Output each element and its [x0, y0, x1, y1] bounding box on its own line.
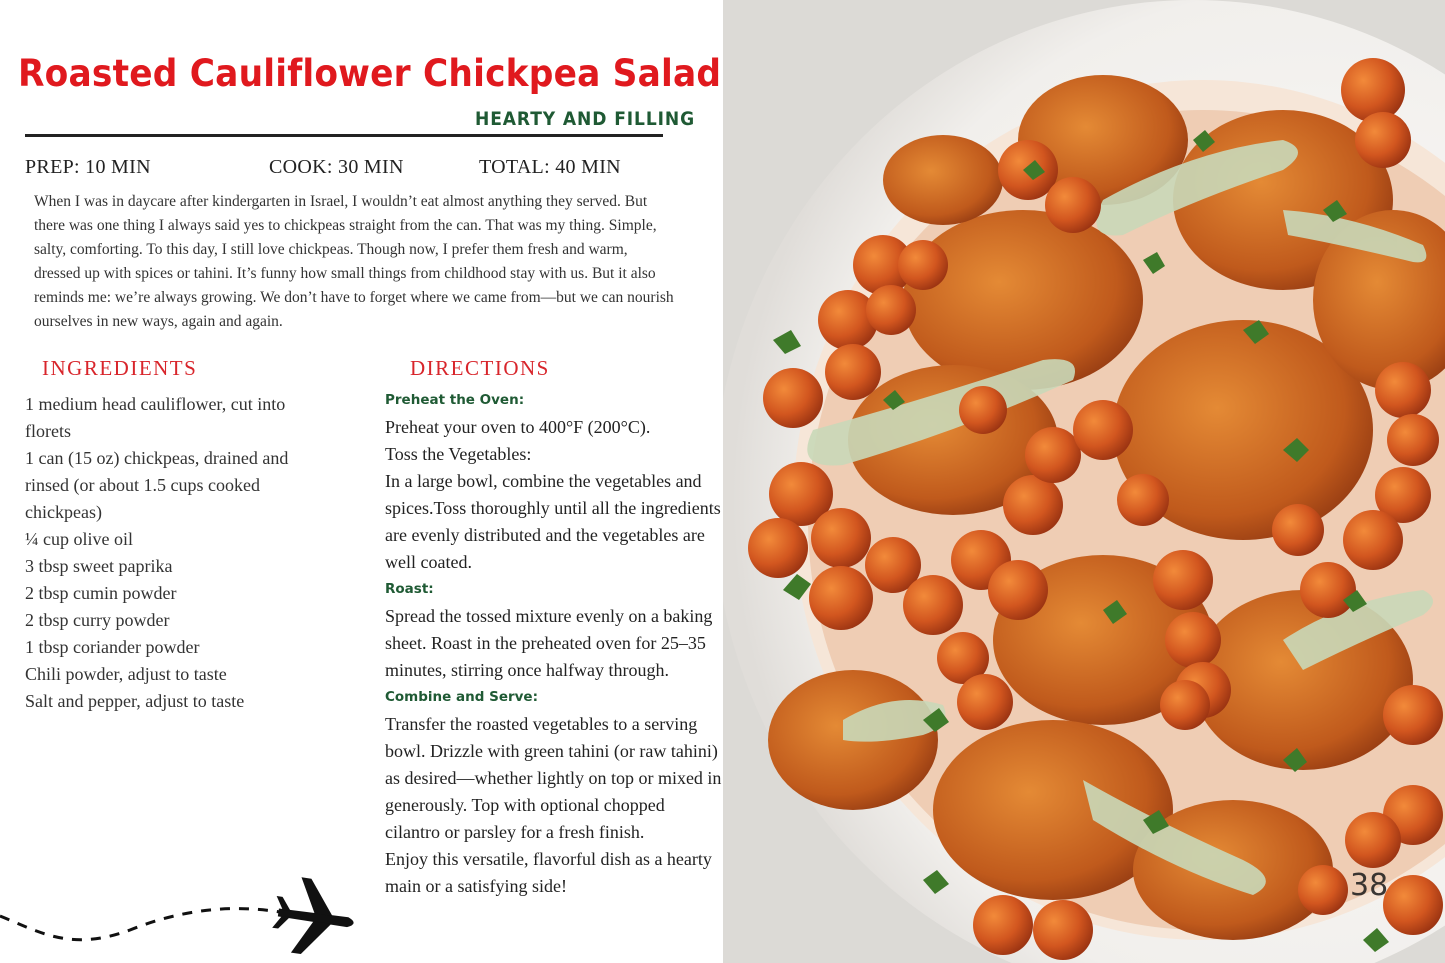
- ingredient-item: 1 tbsp coriander powder: [25, 637, 200, 657]
- ingredient-item: 2 tbsp cumin powder: [25, 583, 177, 603]
- ingredient-item: 2 tbsp curry powder: [25, 610, 170, 630]
- directions-list: [385, 387, 723, 900]
- ingredient-item: 1 can (15 oz) chickpeas, drained and rinsed (or about 1.5 cups cooked chickpeas): [25, 448, 289, 522]
- ingredient-item: 1 medium head cauliflower, cut into florets: [25, 394, 286, 441]
- step-text: Preheat your oven to 400°F (200°C).: [385, 417, 651, 437]
- ingredient-item: ¼ cup olive oil: [25, 529, 133, 549]
- title-divider: [25, 134, 663, 137]
- total-time: TOTAL: 40 MIN: [479, 156, 621, 178]
- cook-time: COOK: 30 MIN: [269, 156, 404, 178]
- ingredient-item: Chili powder, adjust to taste: [25, 664, 227, 684]
- prep-time: PREP: 10 MIN: [25, 156, 151, 178]
- closing-text: Enjoy this versatile, flavorful dish as a hearty main or a satisfying side!: [385, 849, 712, 896]
- page-number: 38: [1350, 868, 1389, 903]
- recipe-subtitle: HEARTY AND FILLING: [475, 108, 696, 130]
- step-title: Toss the Vegetables:: [385, 444, 532, 464]
- ingredient-item: Salt and pepper, adjust to taste: [25, 691, 245, 711]
- recipe-intro: When I was in daycare after kindergarten in Israel, I wouldn’t eat almost anything they served. But there was one thing I always said yes to chickpeas straight from the can. That was my thing. Simple, salty, comforting. To this day, I still love chickpeas. Though now, I prefer them fresh and warm, dressed up with spices or tahini. It’s funny how small things from childhood stay with us. But it also reminds me: we’re always growing. We don’t have to forget where we came from—but we can nourish ourselves in new ways, again and again.: [34, 193, 674, 330]
- ingredient-item: 3 tbsp sweet paprika: [25, 556, 173, 576]
- step-text: Spread the tossed mixture evenly on a baking sheet. Roast in the preheated oven for 25–35 minutes, stirring once halfway through.: [385, 606, 713, 680]
- step-text: Transfer the roasted vegetables to a serving bowl. Drizzle with green tahini (or raw tahini) as desired—whether lightly on top or mixed in generously. Top with optional chopped cilantro or parsley for a fresh finish.: [385, 714, 722, 842]
- ingredients-heading: INGREDIENTS: [42, 356, 198, 380]
- step-title: Combine and Serve:: [385, 689, 538, 705]
- ingredients-list: [25, 391, 325, 715]
- step-title: Preheat the Oven:: [385, 392, 525, 408]
- recipe-title: Roasted Cauliflower Chickpea Salad: [18, 52, 722, 95]
- airplane-icon: [0, 872, 370, 962]
- cauliflower-chickpea-photo: [723, 0, 1445, 963]
- dish-photo: [723, 0, 1445, 963]
- directions-heading: DIRECTIONS: [410, 356, 550, 380]
- step-title: Roast:: [385, 581, 434, 597]
- step-text: In a large bowl, combine the vegetables and spices.Toss thoroughly until all the ingredients are evenly distributed and the vegetables are well coated.: [385, 471, 721, 572]
